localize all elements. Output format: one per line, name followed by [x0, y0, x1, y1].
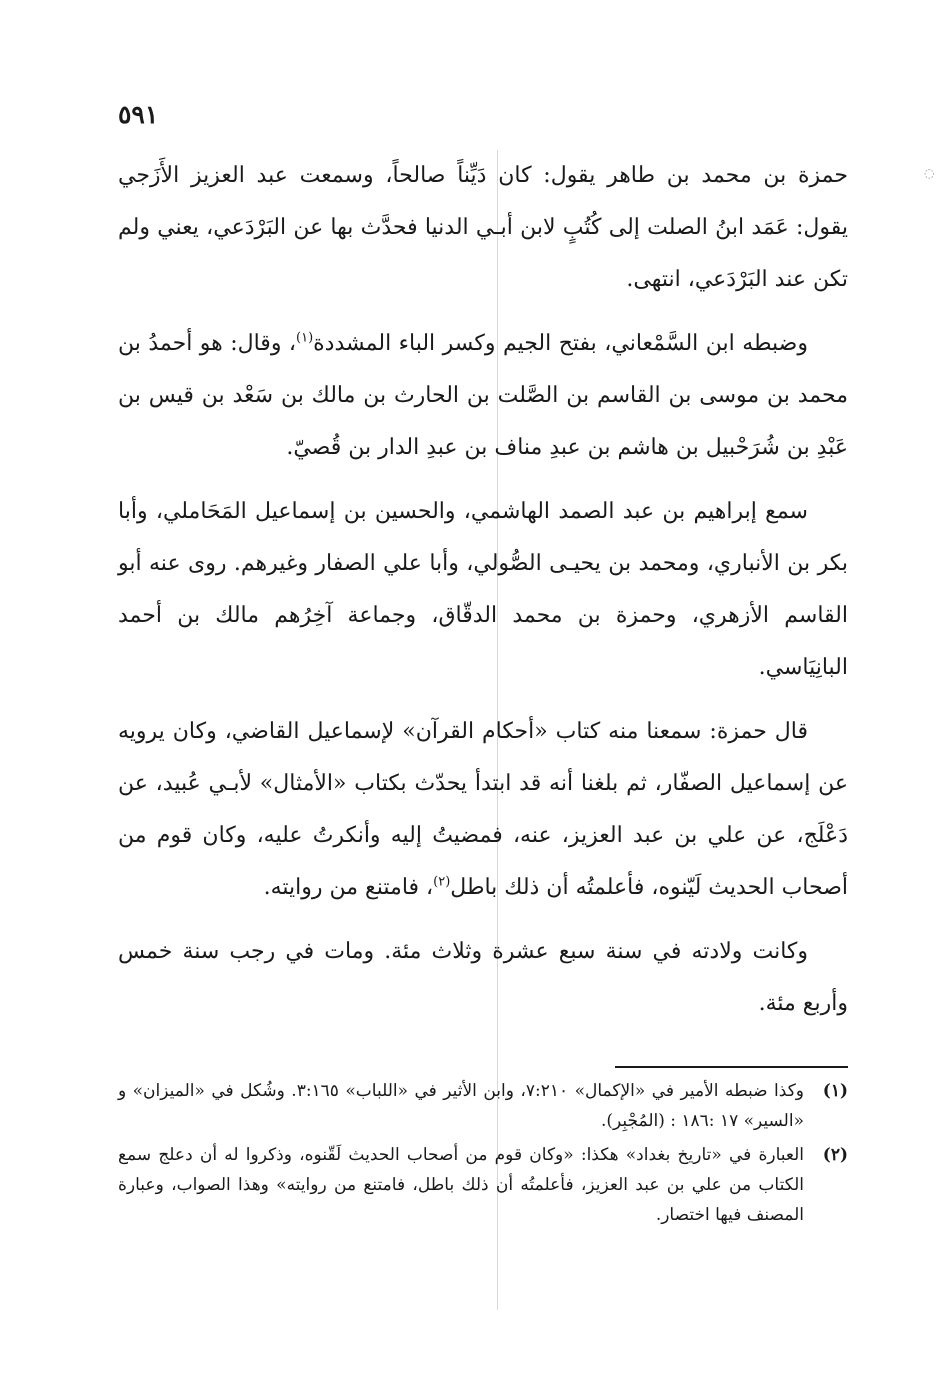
footnotes: [118, 1076, 848, 1234]
footnote-1: [118, 1076, 848, 1136]
footnote-ref-1[interactable]: (١): [296, 330, 314, 346]
footnote-number-1: (١): [822, 1081, 848, 1101]
margin-mark: ◌: [924, 166, 935, 180]
footnote-text-2: العبارة في «تاريخ بغداد» هكذا: «وكان قوم من أصحاب الحديث لَقّنوه، وذكروا له أن دعلج سمع الكتاب من علي بن عبد العزيز، فأعلمتُه أن ذلك باطل، فامتنع من روايته» وهذا الصواب، وعبارة المصنف فيها اختصار.: [118, 1145, 804, 1225]
footnote-2: [118, 1140, 848, 1230]
footnote-divider: [615, 1066, 848, 1068]
paragraph-2-after: ، وقال: هو أحمدُ بن محمد بن موسى بن القاسم بن الصَّلت بن الحارث بن مالك بن سَعْد بن قيس بن عَبْدِ بن شُرَحْبيل بن هاشم بن عبدِ مناف بن عبدِ الدار بن قُصيّ.: [118, 331, 848, 460]
paragraph-5: وكانت ولادته في سنة سبع عشرة وثلاث مئة. ومات في رجب سنة خمس وأربع مئة.: [118, 939, 848, 1016]
paragraph-4-before: قال حمزة: سمعنا منه كتاب «أحكام القرآن» لإسماعيل القاضي، وكان يرويه عن إسماعيل الصفّار، ثم بلغنا أنه قد ابتدأ يحدّث بكتاب «الأمثال» لأبـي عُبيد، عن دَعْلَج، عن علي بن عبد العزيز، عنه، فمضيتُ إليه وأنكرتُ عليه، وكان قوم من أصحاب الحديث لَيّنوه، فأعلمتُه أن ذلك باطل: [118, 719, 848, 900]
paragraph-2-before: وضبطه ابن السَّمْعاني، بفتح الجيم وكسر الباء المشددة: [313, 331, 808, 356]
footnote-number-2: (٢): [822, 1145, 848, 1165]
paragraph-2: [118, 318, 848, 474]
paragraph-4-after: ، فامتنع من روايته.: [263, 875, 434, 900]
main-text: [118, 150, 848, 1042]
footnote-text-1: وكذا ضبطه الأمير في «الإكمال» ٧:٢١٠، وابن الأثير في «اللباب» ٣:١٦٥. وشُكل في «الميزان» و «السير» ١٧ :١٨٦ : (المُجْبِر).: [118, 1081, 804, 1131]
page-number: ٥٩١: [118, 100, 159, 129]
paragraph-3: سمع إبراهيم بن عبد الصمد الهاشمي، والحسين بن إسماعيل المَحَاملي، وأبا بكر بن الأنباري، ومحمد بن يحيـى الصُّولي، وأبا علي الصفار وغيرهم. روى عنه أبو القاسم الأزهري، وحمزة بن محمد الدقّاق، وجماعة آخِرُهم مالك بن أحمد البانِيَاسي.: [118, 499, 848, 680]
paragraph-4: [118, 706, 848, 914]
paragraph-1: حمزة بن محمد بن طاهر يقول: كان دَيِّناً صالحاً، وسمعت عبد العزيز الأَزَجي يقول: عَمَد ابنُ الصلت إلى كُتُبٍ لابن أبـي الدنيا فحدَّث بها عن البَرْدَعي، يعني ولم تكن عند البَرْدَعي، انتهى.: [118, 163, 848, 292]
footnote-ref-2[interactable]: (٢): [433, 874, 451, 890]
